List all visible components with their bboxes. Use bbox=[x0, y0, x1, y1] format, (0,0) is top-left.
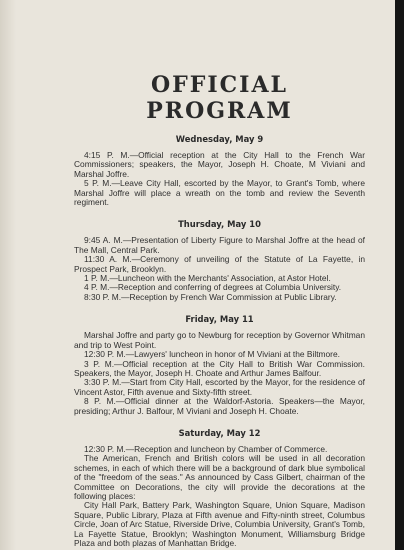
day-heading: Saturday, May 12 bbox=[178, 427, 261, 438]
page-title: OFFICIAL PROGRAM bbox=[146, 72, 293, 124]
day-section-wednesday bbox=[74, 134, 365, 207]
program-entry: 3:30 P. M.—Start from City Hall, escorted by the Mayor, for the residence of Vincent Astor, Fifth avenue and Sixty-fifth street. bbox=[74, 377, 365, 397]
scan-border bbox=[395, 0, 404, 550]
program-entry: City Hall Park, Battery Park, Washington Square, Union Square, Madison Square, Public Library, Plaza at Fifth avenue and Fifty-ninth street, Columbus Circle, Joan of Arc Statue, Riverside Drive, Columbia University, Grant's Tomb, La Fayette Statue, Brooklyn; Washington Monument, Williamsburg Bridge Plaza and both plazas of Manhattan Bridge. bbox=[74, 500, 365, 548]
day-section-saturday bbox=[74, 428, 365, 548]
day-heading: Friday, May 11 bbox=[185, 314, 254, 325]
program-entry: 3 P. M.—Official reception at the City Hall to British War Commission. Speakers, the Mayor, Joseph H. Choate and Arthur James Balfour. bbox=[74, 358, 365, 378]
day-heading: Thursday, May 10 bbox=[178, 219, 261, 230]
program-entry: 11:30 A. M.—Ceremony of unveiling of the Statute of La Fayette, in Prospect Park, Brooklyn. bbox=[74, 254, 365, 274]
program-entry: 4 P. M.—Reception and conferring of degrees at Columbia University. bbox=[84, 282, 342, 293]
day-heading: Wednesday, May 9 bbox=[175, 134, 264, 144]
program-entry: 12:30 P. M.—Reception and luncheon by Chamber of Commerce. bbox=[84, 443, 328, 454]
program-entry: 5 P. M.—Leave City Hall, escorted by the Mayor, to Grant's Tomb, where Marshal Joffre will place a wreath on the tomb and review the Seventh regiment. bbox=[74, 178, 365, 208]
program-entry: 4:15 P. M.—Official reception at the City Hall to the French War Commissioners; speakers, the Mayor, Joseph H. Choate, M Viviani and Marshal Joffre. bbox=[74, 150, 365, 179]
day-section-friday bbox=[74, 314, 365, 416]
program-entry: 1 P. M.—Luncheon with the Merchants' Association, at Astor Hotel. bbox=[84, 273, 331, 284]
program-entry: The American, French and British colors will be used in all decoration schemes, in each of which there will be a background of dark blue symbolical of the "freedom of the seas." As announced by Cass Gilbert, chairman of the Committee on Decorations, the city will provide the decorations at the following places: bbox=[74, 453, 365, 501]
program-entry: 12:30 P. M.—Lawyers' luncheon in honor of M Viviani at the Biltmore. bbox=[84, 349, 340, 360]
day-section-thursday bbox=[74, 219, 365, 302]
page-binding-shadow bbox=[0, 0, 16, 550]
program-entry: Marshal Joffre and party go to Newburg for reception by Governor Whitman and trip to West Point. bbox=[74, 330, 365, 350]
program-entry: 8 P. M.—Official dinner at the Waldorf-Astoria. Speakers—the Mayor, presiding; Arthur J. Balfour, M Viviani and Joseph H. Choate. bbox=[74, 396, 365, 416]
program-entry: 8:30 P. M.—Reception by French War Commission at Public Library. bbox=[84, 291, 337, 302]
program-entry: 9:45 A. M.—Presentation of Liberty Figure to Marshal Joffre at the head of The Mall, Central Park. bbox=[74, 235, 365, 255]
